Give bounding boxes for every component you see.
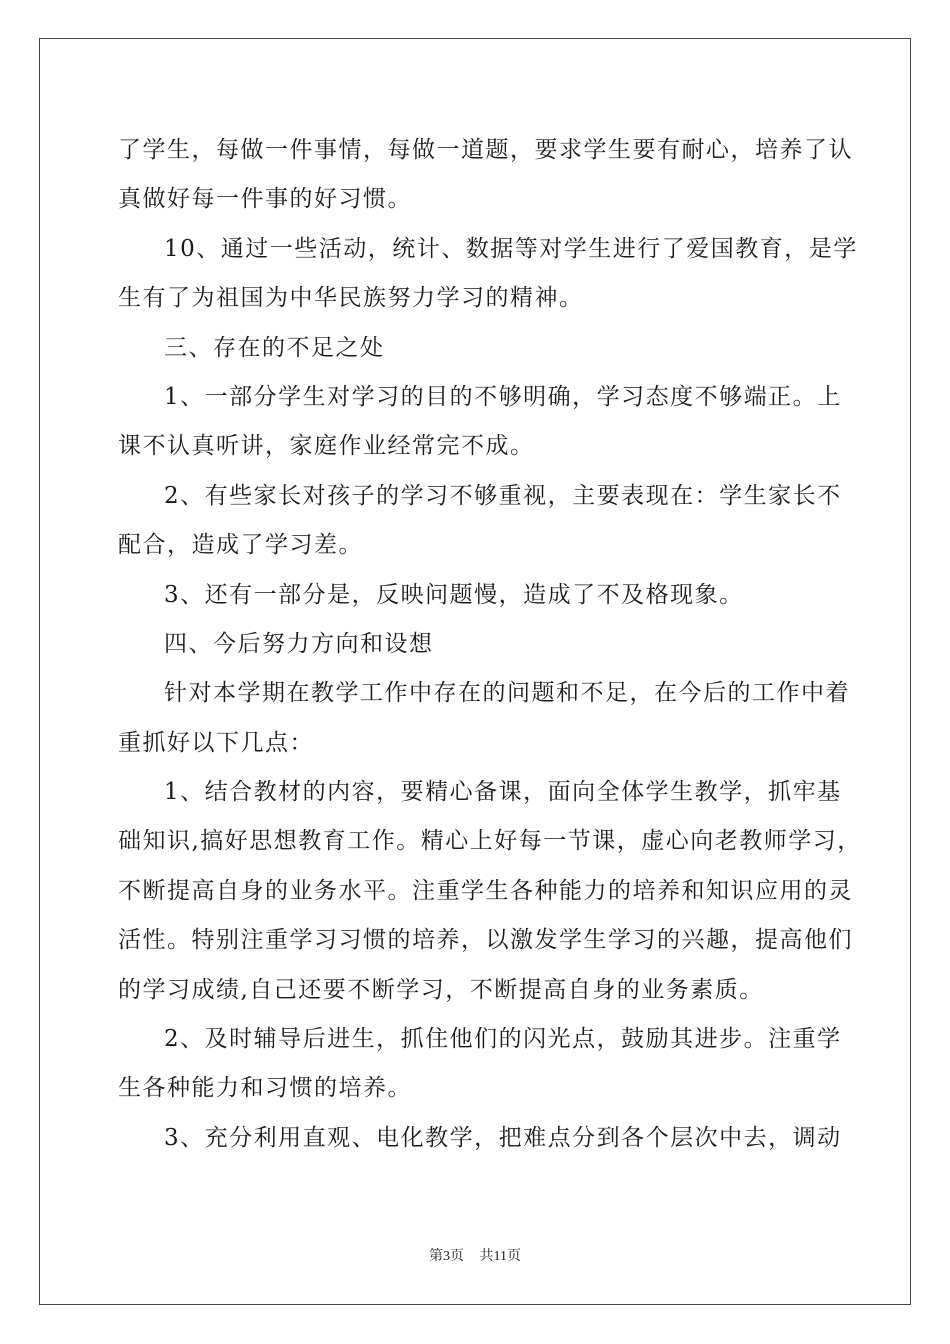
text-line: 针对本学期在教学工作中存在的问题和不足，在今后的工作中着 <box>164 680 850 707</box>
text-line: 础知识,搞好思想教育工作。精心上好每一节课，虚心向老教师学习， <box>118 828 862 855</box>
section-heading: 三、存在的不足之处 <box>164 334 385 361</box>
text-line: 3、充分利用直观、电化教学，把难点分到各个层次中去，调动 <box>164 1124 842 1151</box>
text-line: 生各种能力和习惯的培养。 <box>118 1075 412 1102</box>
text-line: 重抓好以下几点： <box>118 729 314 756</box>
section-heading: 四、今后努力方向和设想 <box>164 630 434 657</box>
text-line: 了学生，每做一件事情，每做一道题，要求学生要有耐心，培养了认 <box>118 137 853 163</box>
page-number: 第3页 <box>429 1249 464 1264</box>
text-line: 配合，造成了学习差。 <box>118 532 363 559</box>
document-body <box>118 130 862 1167</box>
text-line: 10、通过一些活动，统计、数据等对学生进行了爱国教育，是学 <box>164 235 858 262</box>
text-line: 真做好每一件事的好习惯。 <box>118 186 412 213</box>
text-line: 2、及时辅导后进生，抓住他们的闪光点，鼓励其进步。注重学 <box>164 1026 842 1053</box>
text-line: 的学习成绩,自己还要不断学习，不断提高自身的业务素质。 <box>118 976 764 1003</box>
text-line: 不断提高自身的业务水平。注重学生各种能力的培养和知识应用的灵 <box>118 877 853 904</box>
text-line: 1、结合教材的内容，要精心备课，面向全体学生教学，抓牢基 <box>164 779 842 806</box>
text-line: 生有了为祖国为中华民族努力学习的精神。 <box>118 285 584 312</box>
text-line: 活性。特别注重学习习惯的培养，以激发学生学习的兴趣，提高他们 <box>118 927 853 954</box>
text-line: 1、一部分学生对学习的目的不够明确，学习态度不够端正。上 <box>164 383 842 410</box>
page-total: 共11页 <box>479 1249 521 1264</box>
text-line: 2、有些家长对孩子的学习不够重视，主要表现在：学生家长不 <box>164 482 842 509</box>
text-line: 3、还有一部分是，反映问题慢，造成了不及格现象。 <box>164 581 744 608</box>
page-footer <box>0 1245 950 1265</box>
text-line: 课不认真听讲，家庭作业经常完不成。 <box>118 433 535 460</box>
